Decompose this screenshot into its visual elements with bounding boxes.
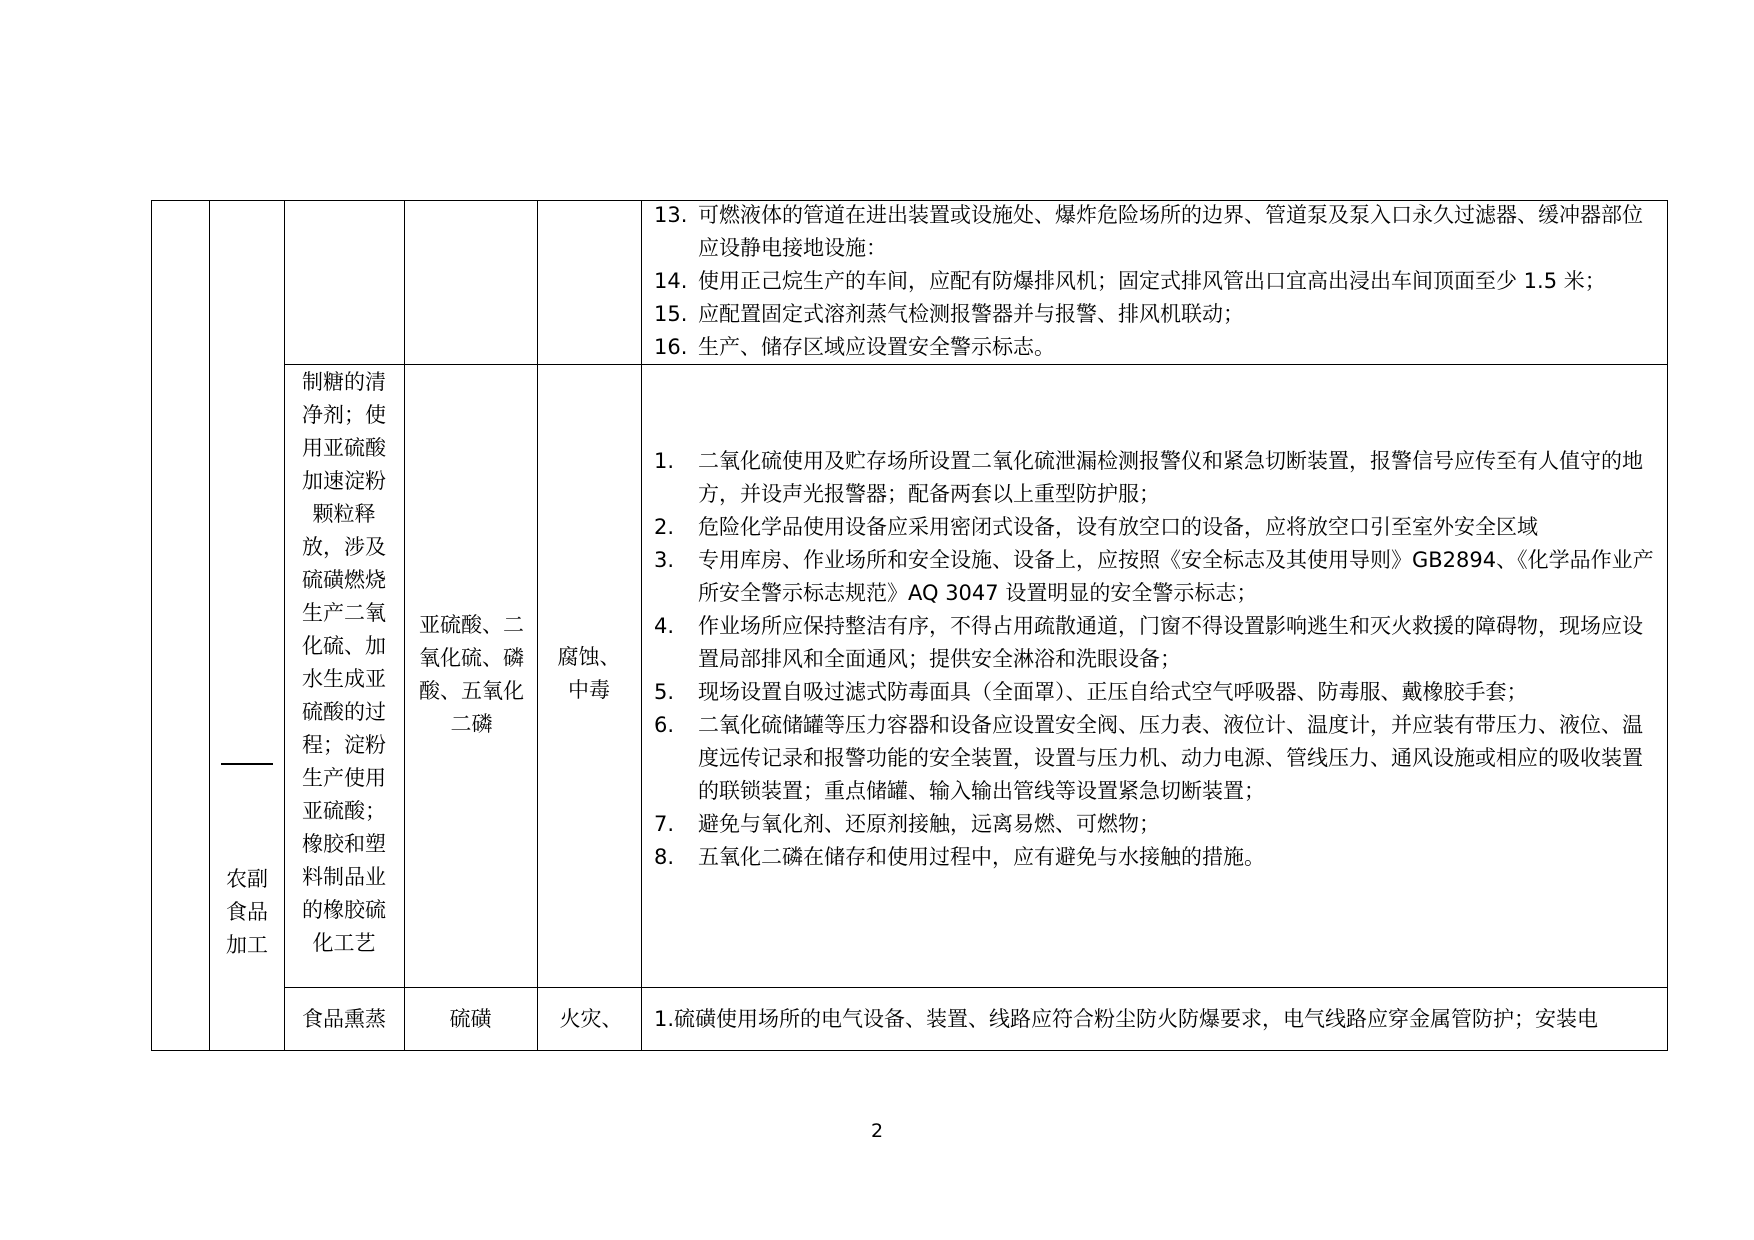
substance-cell-row2: 亚硫酸、二氧化硫、磷酸、五氧化二磷 — [419, 613, 524, 736]
measures-cell-row2 — [654, 445, 1654, 874]
dash-mark — [221, 763, 273, 765]
measure-item: 7. 避免与氧化剂、还原剂接触，远离易燃、可燃物； — [654, 812, 1160, 836]
col-line — [641, 201, 642, 1050]
process-cell-row2: 制糖的清净剂；使用亚硫酸加速淀粉颗粒释放，涉及硫磺燃烧生产二氧化硫、加水生成亚硫酸的过程；淀粉生产使用亚硫酸；橡胶和塑料制品业的橡胶硫化工艺 — [302, 370, 386, 955]
col-line — [537, 201, 538, 1050]
industry-cell: 农副食品加工 — [226, 867, 268, 957]
measure-item: 3. 专用库房、作业场所和安全设施、设备上，应按照《安全标志及其使用导则》GB2894、《化学品作业产所安全警示标志规范》AQ 3047 设置明显的安全警示标志； — [654, 548, 1654, 605]
measure-item: 6. 二氧化硫储罐等压力容器和设备应设置安全阀、压力表、液位计、温度计，并应装有带压力、液位、温度远传记录和报警功能的安全装置，设置与压力机、动力电源、管线压力、通风设施或相应的吸收装置的联锁装置；重点储罐、输入输出管线等设置紧急切断装置； — [654, 713, 1643, 803]
measures-cell-row1 — [654, 199, 1654, 364]
measure-item: 14. 使用正己烷生产的车间，应配有防爆排风机；固定式排风管出口宜高出浸出车间顶面至少 1.5 米； — [654, 269, 1606, 293]
hazard-table — [151, 200, 1668, 1051]
measure-item: 8. 五氧化二磷在储存和使用过程中，应有避免与水接触的措施。 — [654, 845, 1265, 869]
col-line — [284, 201, 285, 1050]
measures-cell-row3: 1.硫磺使用场所的电气设备、装置、线路应符合粉尘防火防爆要求，电气线路应穿金属管防护；安装电 — [654, 1007, 1599, 1031]
row-line — [284, 987, 1667, 988]
measure-item: 5. 现场设置自吸过滤式防毒面具（全面罩）、正压自给式空气呼吸器、防毒服、戴橡胶手套； — [654, 680, 1528, 704]
substance-cell-row3: 硫磺 — [449, 1007, 492, 1031]
hazard-cell-row3: 火灾、 — [559, 1007, 623, 1031]
col-line — [404, 201, 405, 1050]
measure-item: 16. 生产、储存区域应设置安全警示标志。 — [654, 335, 1055, 359]
measure-item: 1. 二氧化硫使用及贮存场所设置二氧化硫泄漏检测报警仪和紧急切断装置，报警信号应传至有人值守的地方，并设声光报警器；配备两套以上重型防护服； — [654, 449, 1643, 506]
process-cell-row3: 食品熏蒸 — [302, 1007, 386, 1031]
col-line — [209, 201, 210, 1050]
hazard-cell-row2: 腐蚀、中毒 — [557, 645, 621, 702]
measure-item: 2. 危险化学品使用设备应采用密闭式设备，设有放空口的设备，应将放空口引至室外安全区域 — [654, 515, 1538, 539]
row-line — [284, 364, 1667, 365]
measure-item: 15. 应配置固定式溶剂蒸气检测报警器并与报警、排风机联动； — [654, 302, 1244, 326]
measure-item: 13. 可燃液体的管道在进出装置或设施处、爆炸危险场所的边界、管道泵及泵入口永久过滤器、缓冲器部位应设静电接地设施： — [654, 203, 1643, 260]
measure-item: 4. 作业场所应保持整洁有序，不得占用疏散通道，门窗不得设置影响逃生和灭火救援的障碍物，现场应设置局部排风和全面通风；提供安全淋浴和洗眼设备； — [654, 614, 1643, 671]
page-number: 2 — [870, 1120, 884, 1142]
